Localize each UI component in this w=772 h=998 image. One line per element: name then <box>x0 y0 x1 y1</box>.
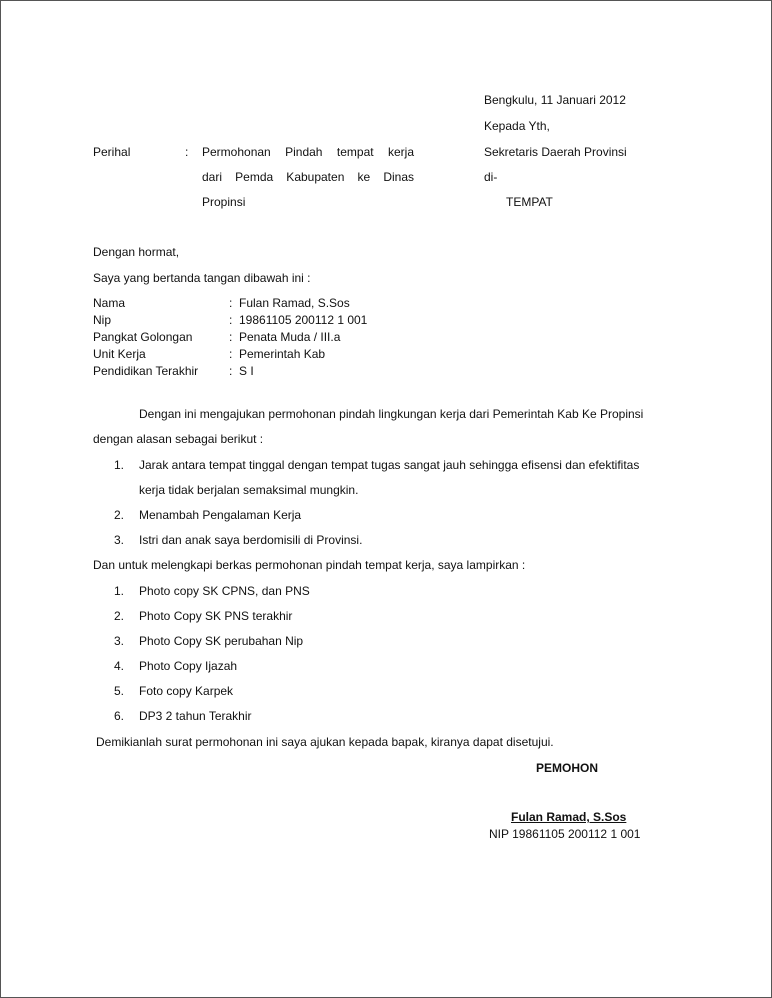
body-paragraph-line-1: Dengan ini mengajukan permohonan pindah lingkungan kerja dari Pemerintah Kab Ke Propinsi <box>139 407 644 421</box>
list-number: 2. <box>114 609 125 623</box>
identity-colon: : <box>229 364 233 378</box>
subject-line-1: Permohonan Pindah tempat kerja <box>202 145 414 159</box>
list-number: 4. <box>114 659 125 673</box>
identity-colon: : <box>229 347 233 361</box>
place-date: Bengkulu, 11 Januari 2012 <box>484 93 626 107</box>
list-item: DP3 2 tahun Terakhir <box>139 709 252 723</box>
greeting: Dengan hormat, <box>93 245 180 259</box>
list-number: 2. <box>114 508 125 522</box>
identity-value-nip: 19861105 200112 1 001 <box>239 313 368 327</box>
list-number: 5. <box>114 684 125 698</box>
identity-label-nip: Nip <box>93 313 112 327</box>
list-item: Jarak antara tempat tinggal dengan tempat tugas sangat jauh sehingga efisensi dan efektifitas <box>139 458 640 472</box>
subject-line-2: dari Pemda Kabupaten ke Dinas <box>202 170 414 184</box>
list-item: Photo copy SK CPNS, dan PNS <box>139 584 310 598</box>
attachments-intro: Dan untuk melengkapi berkas permohonan pindah tempat kerja, saya lampirkan : <box>93 558 526 572</box>
identity-label-unit: Unit Kerja <box>93 347 146 361</box>
signature-name: Fulan Ramad, S.Sos <box>511 810 627 824</box>
identity-colon: : <box>229 313 233 327</box>
identity-colon: : <box>229 330 233 344</box>
identity-value-pendidikan: S I <box>239 364 254 378</box>
signature-role: PEMOHON <box>536 761 599 775</box>
subject-line-3: Propinsi <box>202 195 246 209</box>
addressee-at: di- <box>484 170 498 184</box>
identity-label-nama: Nama <box>93 296 126 310</box>
list-item: Menambah Pengalaman Kerja <box>139 508 302 522</box>
intro: Saya yang bertanda tangan dibawah ini : <box>93 271 311 285</box>
list-number: 3. <box>114 634 125 648</box>
list-item: Photo Copy Ijazah <box>139 659 238 673</box>
list-number: 3. <box>114 533 125 547</box>
body-paragraph-line-2: dengan alasan sebagai berikut : <box>93 432 264 446</box>
addressee-name: Sekretaris Daerah Provinsi <box>484 145 627 159</box>
identity-value-pangkat: Penata Muda / III.a <box>239 330 341 344</box>
identity-value-nama: Fulan Ramad, S.Sos <box>239 296 350 310</box>
list-item: Photo Copy SK perubahan Nip <box>139 634 304 648</box>
addressee-place: TEMPAT <box>506 195 553 209</box>
identity-label-pangkat: Pangkat Golongan <box>93 330 193 344</box>
subject-colon: : <box>185 145 189 159</box>
list-item: Photo Copy SK PNS terakhir <box>139 609 293 623</box>
identity-label-pendidikan: Pendidikan Terakhir <box>93 364 199 378</box>
list-number: 1. <box>114 584 125 598</box>
closing-sentence: Demikianlah surat permohonan ini saya ajukan kepada bapak, kiranya dapat disetujui. <box>96 735 554 749</box>
list-item: Foto copy Karpek <box>139 684 234 698</box>
list-item-continuation: kerja tidak berjalan semaksimal mungkin. <box>139 483 359 497</box>
list-number: 6. <box>114 709 125 723</box>
identity-colon: : <box>229 296 233 310</box>
list-number: 1. <box>114 458 125 472</box>
subject-label: Perihal <box>93 145 131 159</box>
identity-value-unit: Pemerintah Kab <box>239 347 326 361</box>
signature-nip: NIP 19861105 200112 1 001 <box>489 827 641 841</box>
addressee-to: Kepada Yth, <box>484 119 550 133</box>
list-item: Istri dan anak saya berdomisili di Provinsi. <box>139 533 363 547</box>
